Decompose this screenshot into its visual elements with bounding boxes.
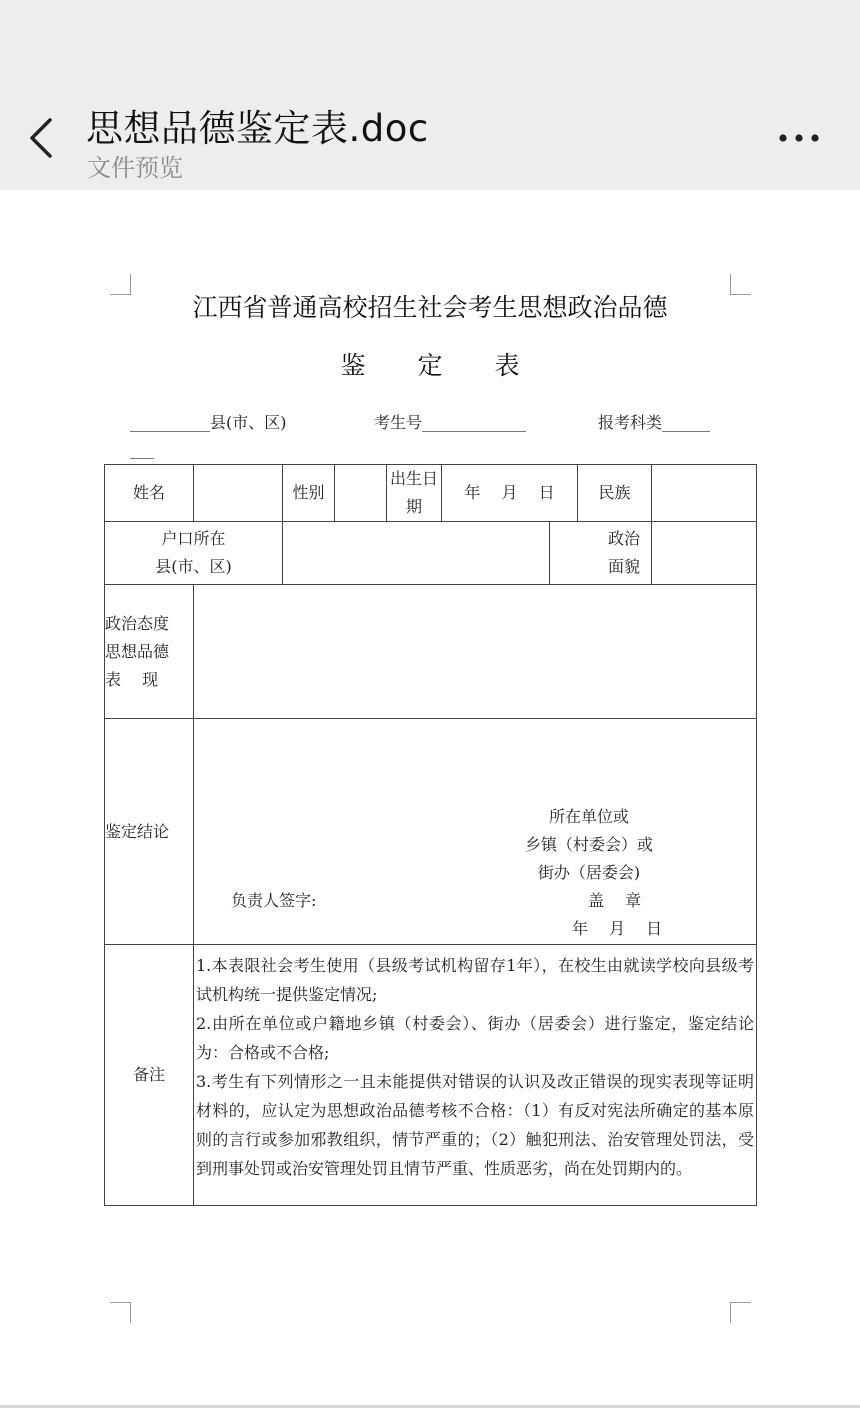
top-bar (0, 0, 860, 190)
political-label-line-2: 面貌 (608, 557, 641, 576)
name-field[interactable] (194, 465, 283, 522)
conclusion-date: 年 月 日 (572, 919, 663, 938)
document-subtitle: 鉴定表 (340, 351, 572, 380)
chevron-left-icon (20, 112, 64, 164)
hukou-label-line-1: 户口所在 (161, 529, 226, 548)
document-title: 江西省普通高校招生社会考生思想政治品德 (192, 293, 668, 322)
appraisal-table (104, 464, 757, 1206)
hukou-field[interactable] (283, 522, 550, 585)
file-subtitle: 文件预览 (87, 154, 183, 182)
county-field: __________县(市、区) (130, 413, 287, 432)
birth-date-field[interactable]: 年 月 日 (442, 465, 578, 522)
file-title: 思想品德鉴定表.doc (86, 107, 429, 150)
conclusion-field[interactable] (194, 719, 757, 945)
exam-number-field: 考生号_____________ (374, 413, 527, 432)
unit-line: 乡镇（村委会）或 (524, 835, 653, 854)
back-button[interactable] (20, 112, 64, 164)
note-item: 1.本表限社会考生使用（县级考试机构留存1年），在校生由就读学校向县级考试机构统一提供鉴定情况; (196, 956, 755, 1004)
political-label-line-1: 政治 (608, 529, 641, 548)
signature-label: 负责人签字: (231, 891, 317, 910)
ethnicity-field[interactable] (652, 465, 757, 522)
birth-label (387, 465, 442, 522)
page-corner-mark (730, 1302, 751, 1323)
unit-lines (524, 803, 654, 887)
attitude-label-line-3: 表 现 (105, 669, 159, 689)
ethnicity-label: 民族 (578, 465, 652, 522)
political-field[interactable] (652, 522, 757, 585)
document-page[interactable] (0, 190, 860, 1406)
attitude-label-line-2: 思想品德 (105, 641, 170, 661)
gender-label: 性别 (283, 465, 335, 522)
note-item: 2.由所在单位或户籍地乡镇（村委会）、街办（居委会）进行鉴定，鉴定结论为：合格或不合格; (196, 1014, 755, 1062)
hukou-label (105, 522, 283, 585)
page-corner-mark (110, 1302, 131, 1323)
subject-field-wrap: ___ (130, 440, 154, 459)
name-label: 姓名 (105, 465, 194, 522)
political-label (550, 522, 652, 585)
subject-field: 报考科类______ (598, 413, 711, 432)
attitude-label-line-1: 政治态度 (105, 613, 170, 633)
hukou-label-line-2: 县(市、区) (155, 557, 232, 576)
unit-line: 街办（居委会) (537, 863, 641, 882)
attitude-field[interactable] (194, 585, 757, 719)
unit-line: 所在单位或 (548, 807, 629, 826)
notes-label: 备注 (105, 945, 194, 1206)
more-horizontal-icon (772, 118, 826, 158)
note-item: 3.考生有下列情形之一且未能提供对错误的认识及改正错误的现实表现等证明材料的，应认定为思想政治品德考核不合格：（1）有反对宪法所确定的基本原则的言行或参加邪教组织，情节严重的；（2）触犯刑法、治安管理处罚法，受到刑事处罚或治安管理处罚且情节严重、性质恶劣，尚在处罚期内的。 (196, 1072, 755, 1178)
birth-label-line-1: 出生日 (389, 469, 438, 488)
attitude-label (105, 585, 194, 719)
notes-content (194, 945, 757, 1206)
conclusion-label: 鉴定结论 (105, 719, 194, 945)
more-button[interactable] (772, 118, 826, 158)
gender-field[interactable] (335, 465, 387, 522)
birth-label-line-2: 期 (405, 497, 422, 516)
seal-label: 盖 章 (588, 891, 642, 910)
